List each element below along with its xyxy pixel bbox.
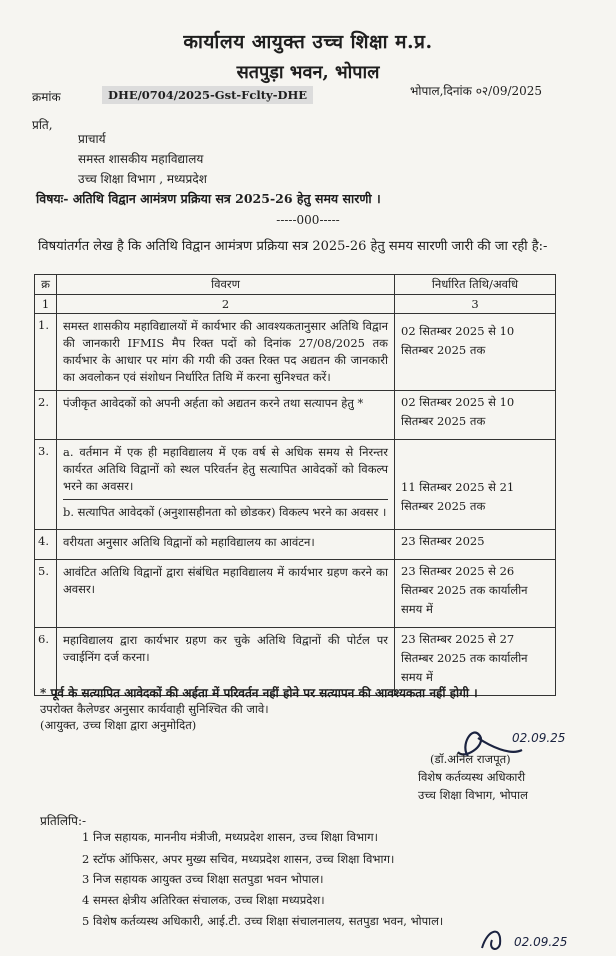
row-date: 02 सितम्बर 2025 से 10 सितम्बर 2025 तक — [395, 314, 556, 391]
table-row — [35, 314, 556, 391]
signatory-name: (डॉ.अनिल राजपूत) — [430, 752, 511, 766]
signatory-designation: विशेष कर्तव्यस्थ अधिकारी — [418, 770, 526, 784]
row-desc — [57, 440, 395, 530]
col-header-sn: क्र — [35, 275, 57, 295]
recipient-line-1: प्राचार्य — [78, 132, 106, 146]
separator: -----000----- — [276, 213, 340, 227]
schedule-table — [34, 274, 556, 696]
recipient-line-2: समस्त शासकीय महाविद्यालय — [78, 152, 204, 166]
col-header-date: निर्धारित तिथि/अवधि — [395, 275, 556, 295]
recipient-line-3: उच्च शिक्षा विभाग , मध्यप्रदेश — [78, 172, 207, 186]
row-sn: 3. — [35, 440, 57, 530]
table-row — [35, 440, 556, 530]
row-desc: वरीयता अनुसार अतिथि विद्वानों को महाविद्यालय का आवंटन। — [57, 530, 395, 560]
table-row — [35, 391, 556, 440]
row-date: 23 सितम्बर 2025 से 26 सितम्बर 2025 तक कार्यालीन समय में — [395, 560, 556, 628]
ref-label: क्रमांक — [32, 90, 61, 104]
signature-date: 02.09.25 — [512, 731, 566, 745]
bottom-initials — [478, 918, 588, 954]
table-number-row — [35, 295, 556, 314]
copy-item: 1 निज सहायक, माननीय मंत्रीजी, मध्यप्रदेश शासन, उच्च शिक्षा विभाग। — [82, 830, 378, 844]
table-row — [35, 560, 556, 628]
issue-date: भोपाल,दिनांक ०२/09/2025 — [410, 84, 543, 98]
row-date: 02 सितम्बर 2025 से 10 सितम्बर 2025 तक — [395, 391, 556, 440]
copy-item: 3 निज सहायक आयुक्त उच्च शिक्षा सतपुडा भवन भोपाल। — [82, 872, 324, 886]
office-address: सतपुड़ा भवन, भोपाल — [236, 62, 380, 83]
office-title: कार्यालय आयुक्त उच्च शिक्षा म.प्र. — [183, 31, 433, 53]
table-row — [35, 530, 556, 560]
row-sn: 1. — [35, 314, 57, 391]
col-header-desc: विवरण — [57, 275, 395, 295]
row-date: 11 सितम्बर 2025 से 21 सितम्बर 2025 तक — [395, 440, 556, 530]
ref-number: DHE/0704/2025-Gst-Fclty-DHE — [102, 86, 313, 104]
row-desc: आवंटित अतिथि विद्वानों द्वारा संबंधित महाविद्यालय में कार्यभार ग्रहण करने का अवसर। — [57, 560, 395, 628]
row-desc: महाविद्यालय द्वारा कार्यभार ग्रहण कर चुके अतिथि विद्वानों की पोर्टल पर ज्वाईनिंग दर्ज करना। — [57, 628, 395, 696]
col-num-1: 1 — [35, 295, 57, 314]
col-num-2: 2 — [57, 295, 395, 314]
initials-date: 02.09.25 — [514, 935, 568, 949]
signatory-block — [418, 750, 528, 804]
table-header-row — [35, 275, 556, 295]
row-desc: पंजीकृत आवेदकों को अपनी अर्हता को अद्यतन करने तथा सत्यापन हेतु * — [57, 391, 395, 440]
col-num-3: 3 — [395, 295, 556, 314]
signatory-department: उच्च शिक्षा विभाग, भोपाल — [418, 788, 528, 802]
row-desc-b: b. सत्यापित आवेदकों (अनुशासहीनता को छोडकर) विकल्प भरने का अवसर । — [63, 505, 387, 519]
recipient-prefix: प्रति, — [32, 118, 53, 132]
subject-line: विषयः- अतिथि विद्वान आमंत्रण प्रक्रिया सत्र 2025-26 हेतु समय सारणी । — [36, 191, 381, 206]
letterhead — [0, 28, 616, 84]
compliance-note: उपरोक्त कैलेण्डर अनुसार कार्यवाही सुनिश्चित की जावे। — [40, 702, 269, 716]
row-sn: 2. — [35, 391, 57, 440]
row-sn: 4. — [35, 530, 57, 560]
row-sn: 5. — [35, 560, 57, 628]
row-desc-a: a. वर्तमान में एक ही महाविद्यालय में एक वर्ष से अधिक समय से निरन्तर कार्यरत अतिथि विद्वानों को स्थल परिवर्तन हेतु सत्यापित आवेदकों को विकल्प भरने का अवसर। — [63, 444, 388, 500]
copy-heading: प्रतिलिपि:- — [40, 814, 87, 828]
row-date: 23 सितम्बर 2025 से 27 सितम्बर 2025 तक कार्यालीन समय में — [395, 628, 556, 696]
approval-note: (आयुक्त, उच्च शिक्षा द्वारा अनुमोदित) — [40, 718, 197, 732]
row-date: 23 सितम्बर 2025 — [395, 530, 556, 560]
verification-note: * पूर्व के सत्यापित आवेदकों की अर्हता में परिवर्तन नहीं होने पर सत्यापन की आवश्यकता नहीं होगी । — [40, 686, 478, 700]
row-desc: समस्त शासकीय महाविद्यालयों में कार्यभार की आवश्यकतानुसार अतिथि विद्वान की जानकारी IFMIS मैप रिक्त पदों को दिनांक 27/08/2025 तक कार्यभार के आधार पर मांग की गयी की उक्त रिक्त पद अद्यतन की जानकारी का अवलोकन एवं संशोधन निर्धारित तिथि में करना सुनिश्चत करें। — [57, 314, 395, 391]
copy-item: 2 स्टॉफ ऑफिसर, अपर मुख्य सचिव, मध्यप्रदेश शासन, उच्च शिक्षा विभाग। — [82, 852, 395, 866]
copy-item: 4 समस्त क्षेत्रीय अतिरिक्त संचालक, उच्च शिक्षा मध्यप्रदेश। — [82, 893, 325, 907]
row-sn: 6. — [35, 628, 57, 696]
intro-paragraph: विषयांतर्गत लेख है कि अतिथि विद्वान आमंत्रण प्रक्रिया सत्र 2025-26 हेतु समय सारणी जारी की जा रही है:- — [38, 239, 548, 254]
copy-item: 5 विशेष कर्तव्यस्थ अधिकारी, आई.टी. उच्च शिक्षा संचालनालय, सतपुडा भवन, भोपाल। — [82, 914, 444, 928]
